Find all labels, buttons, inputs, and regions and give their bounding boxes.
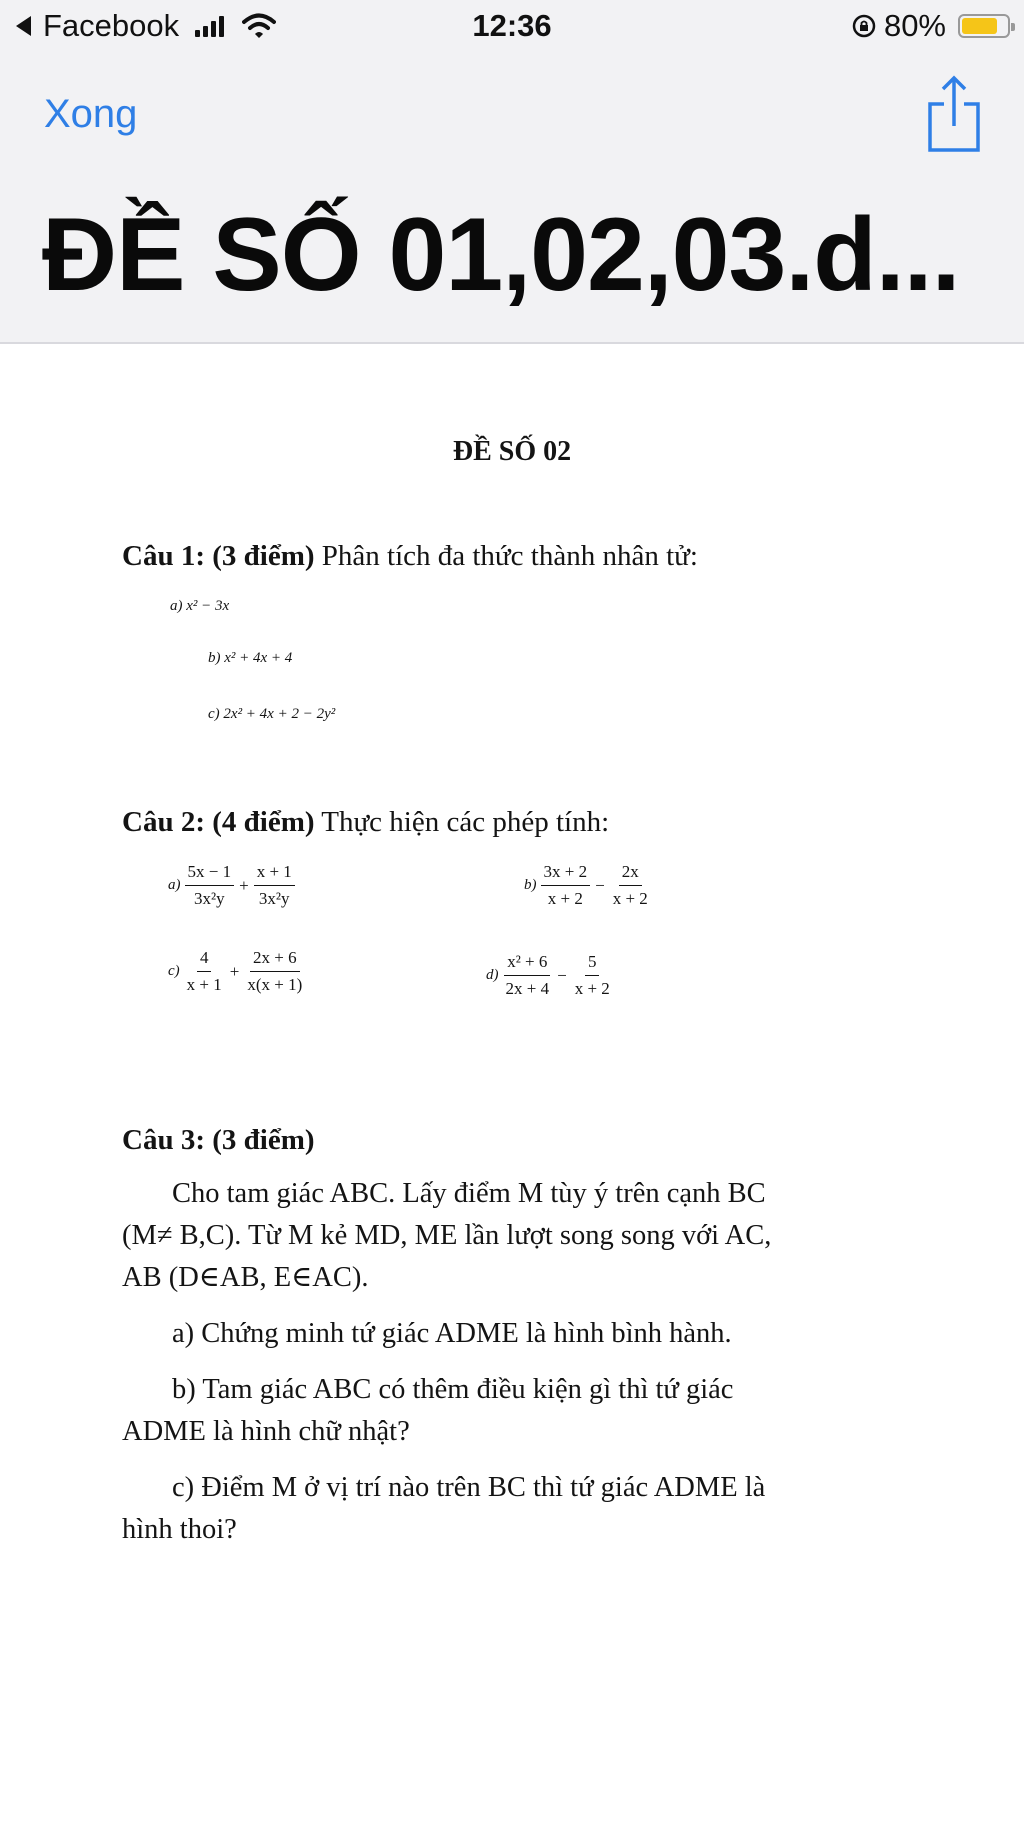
battery-fill bbox=[962, 18, 997, 34]
q3-part-a: a) Chứng minh tứ giác ADME là hình bình hành. bbox=[172, 1318, 732, 1349]
q3-line-3: AB (D∈AB, E∈AC). bbox=[122, 1262, 369, 1293]
document-page[interactable] bbox=[0, 344, 1024, 1824]
question-1-label: Câu 1: (3 điểm) bbox=[122, 540, 315, 572]
share-button[interactable] bbox=[924, 74, 984, 154]
status-bar bbox=[0, 0, 1024, 58]
exam-heading: ĐỀ SỐ 02 bbox=[452, 436, 572, 467]
fraction: $\frac{3x + 2}{x + 2}$ bbox=[541, 862, 591, 909]
question-1-text: Phân tích đa thức thành nhân tử: bbox=[314, 540, 698, 572]
fraction: $\frac{5}{x + 2}$ bbox=[574, 952, 610, 998]
fraction: $\frac{5x - 1}{\text{3x²y}}$ bbox=[185, 862, 235, 909]
question-1-heading bbox=[122, 540, 698, 573]
question-2-heading bbox=[122, 806, 609, 839]
q3-line-1: Cho tam giác ABC. Lấy điểm M tùy ý trên cạnh BC bbox=[172, 1178, 766, 1209]
back-app-label: Facebook bbox=[43, 8, 180, 43]
q2-item-b: b) $\frac{3x + 2}{x + 2}$ − $\frac{2x}{x + 2}$ bbox=[524, 862, 653, 909]
question-3-heading bbox=[122, 1124, 315, 1157]
battery-percent: 80% bbox=[883, 8, 946, 43]
share-icon bbox=[924, 74, 984, 154]
q3-part-c: c) Điểm M ở vị trí nào trên BC thì tứ giác ADME là bbox=[172, 1472, 766, 1503]
q1-item-b: b) x² + 4x + 4 bbox=[208, 650, 293, 666]
document-title: ĐỀ SỐ 01,02,03.d... bbox=[42, 197, 960, 313]
q1-item-c: c) 2x² + 4x + 2 − 2y² bbox=[208, 706, 336, 722]
fraction: $\frac{4}{x + 1}$ bbox=[186, 948, 222, 994]
q2-item-a: a) $\frac{5x - 1}{\text{3x²y}}$ + $\frac{x + 1}{\text{3x²y}}$ bbox=[168, 862, 297, 909]
q1-item-a: a) x² − 3x bbox=[170, 598, 230, 614]
status-time: 12:36 bbox=[472, 8, 552, 43]
fraction: $\frac{\text{x² + 6}}{2x + 4}$ bbox=[505, 952, 550, 998]
done-button[interactable]: Xong bbox=[44, 92, 138, 136]
orientation-lock-icon bbox=[852, 14, 876, 38]
question-3-label: Câu 3: (3 điểm) bbox=[122, 1124, 315, 1156]
q3-part-b-cont: ADME là hình chữ nhật? bbox=[122, 1416, 410, 1447]
q3-part-c-cont: hình thoi? bbox=[122, 1514, 237, 1545]
q2-item-c: c) $\frac{4}{x + 1}$ + $\frac{2x + 6}{x(x + 1)}$ bbox=[168, 948, 307, 995]
fraction: $\frac{2x + 6}{x(x + 1)}$ bbox=[247, 948, 303, 994]
question-2-label: Câu 2: (4 điểm) bbox=[122, 806, 315, 838]
question-2-text: Thực hiện các phép tính: bbox=[314, 806, 610, 838]
q3-part-b: b) Tam giác ABC có thêm điều kiện gì thì tứ giác bbox=[172, 1374, 734, 1405]
battery-icon bbox=[958, 14, 1010, 38]
fraction: $\frac{x + 1}{\text{3x²y}}$ bbox=[254, 862, 295, 909]
q3-line-2: (M≠ B,C). Từ M kẻ MD, ME lần lượt song song với AC, bbox=[122, 1220, 772, 1251]
q2-item-d: d) $\frac{\text{x² + 6}}{2x + 4}$ − $\frac{5}{x + 2}$ bbox=[486, 952, 615, 999]
fraction: $\frac{2x}{x + 2}$ bbox=[612, 862, 648, 908]
